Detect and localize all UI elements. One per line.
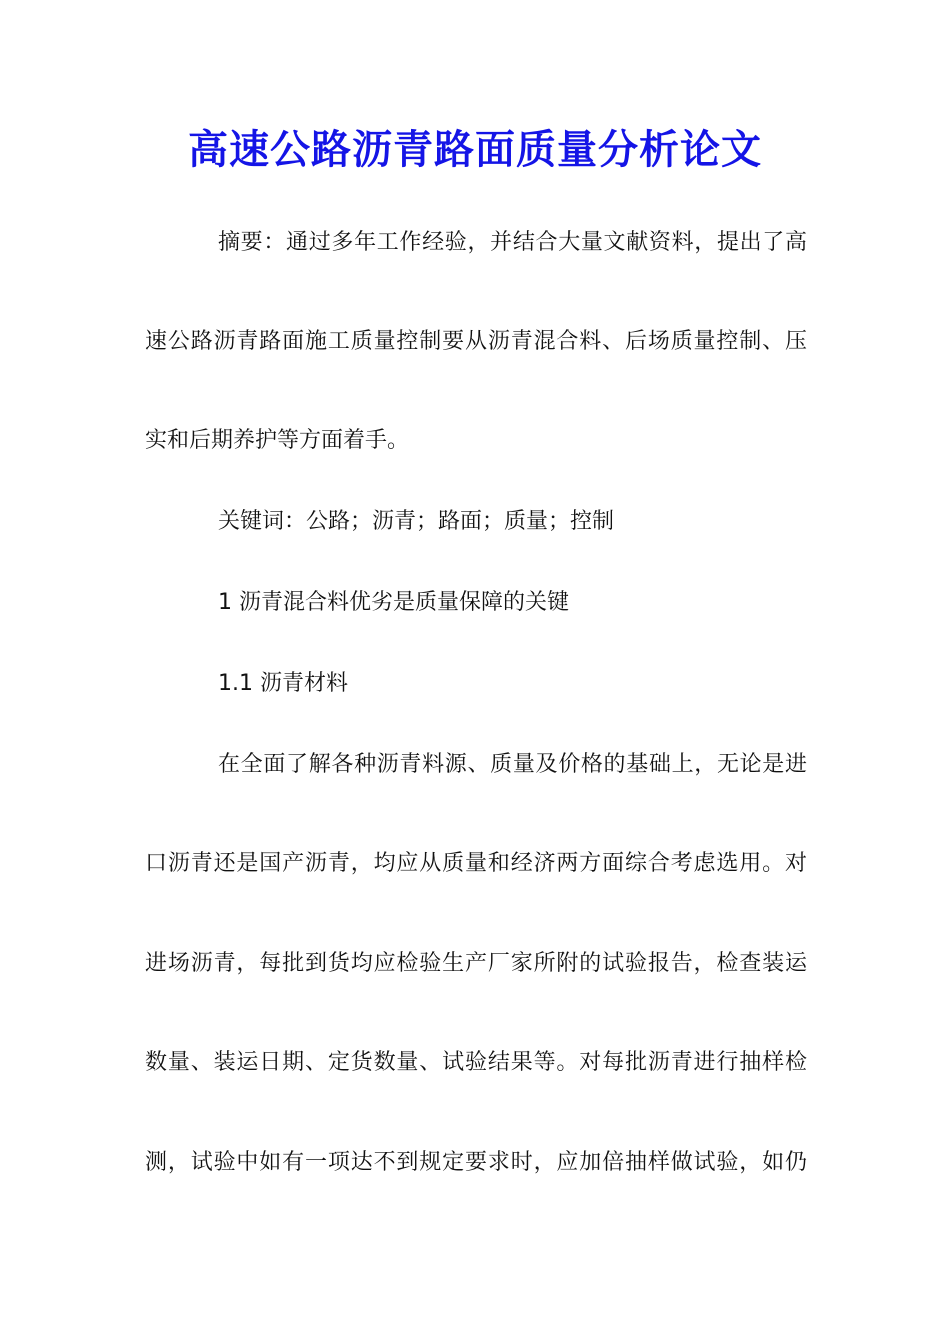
subsection-heading-1-1: 1.1 沥青材料	[218, 671, 348, 696]
paragraph-line-2: 口沥青还是国产沥青，均应从质量和经济两方面综合考虑选用。对	[145, 851, 807, 876]
paragraph-line-5: 测，试验中如有一项达不到规定要求时，应加倍抽样做试验，如仍	[145, 1150, 807, 1175]
document-title: 高速公路沥青路面质量分析论文	[188, 126, 762, 173]
keywords-line: 关键词：公路；沥青；路面；质量；控制	[218, 509, 615, 534]
paragraph-line-1: 在全面了解各种沥青料源、质量及价格的基础上，无论是进	[218, 752, 807, 777]
paragraph-line-3: 进场沥青，每批到货均应检验生产厂家所附的试验报告，检查装运	[145, 951, 807, 976]
abstract-line-3: 实和后期养护等方面着手。	[145, 428, 410, 453]
paragraph-line-4: 数量、装运日期、定货数量、试验结果等。对每批沥青进行抽样检	[145, 1050, 807, 1075]
section-heading-1: 1 沥青混合料优劣是质量保障的关键	[218, 590, 569, 615]
abstract-line-2: 速公路沥青路面施工质量控制要从沥青混合料、后场质量控制、压	[145, 329, 807, 354]
abstract-line-1: 摘要：通过多年工作经验，并结合大量文献资料，提出了高	[218, 230, 807, 255]
